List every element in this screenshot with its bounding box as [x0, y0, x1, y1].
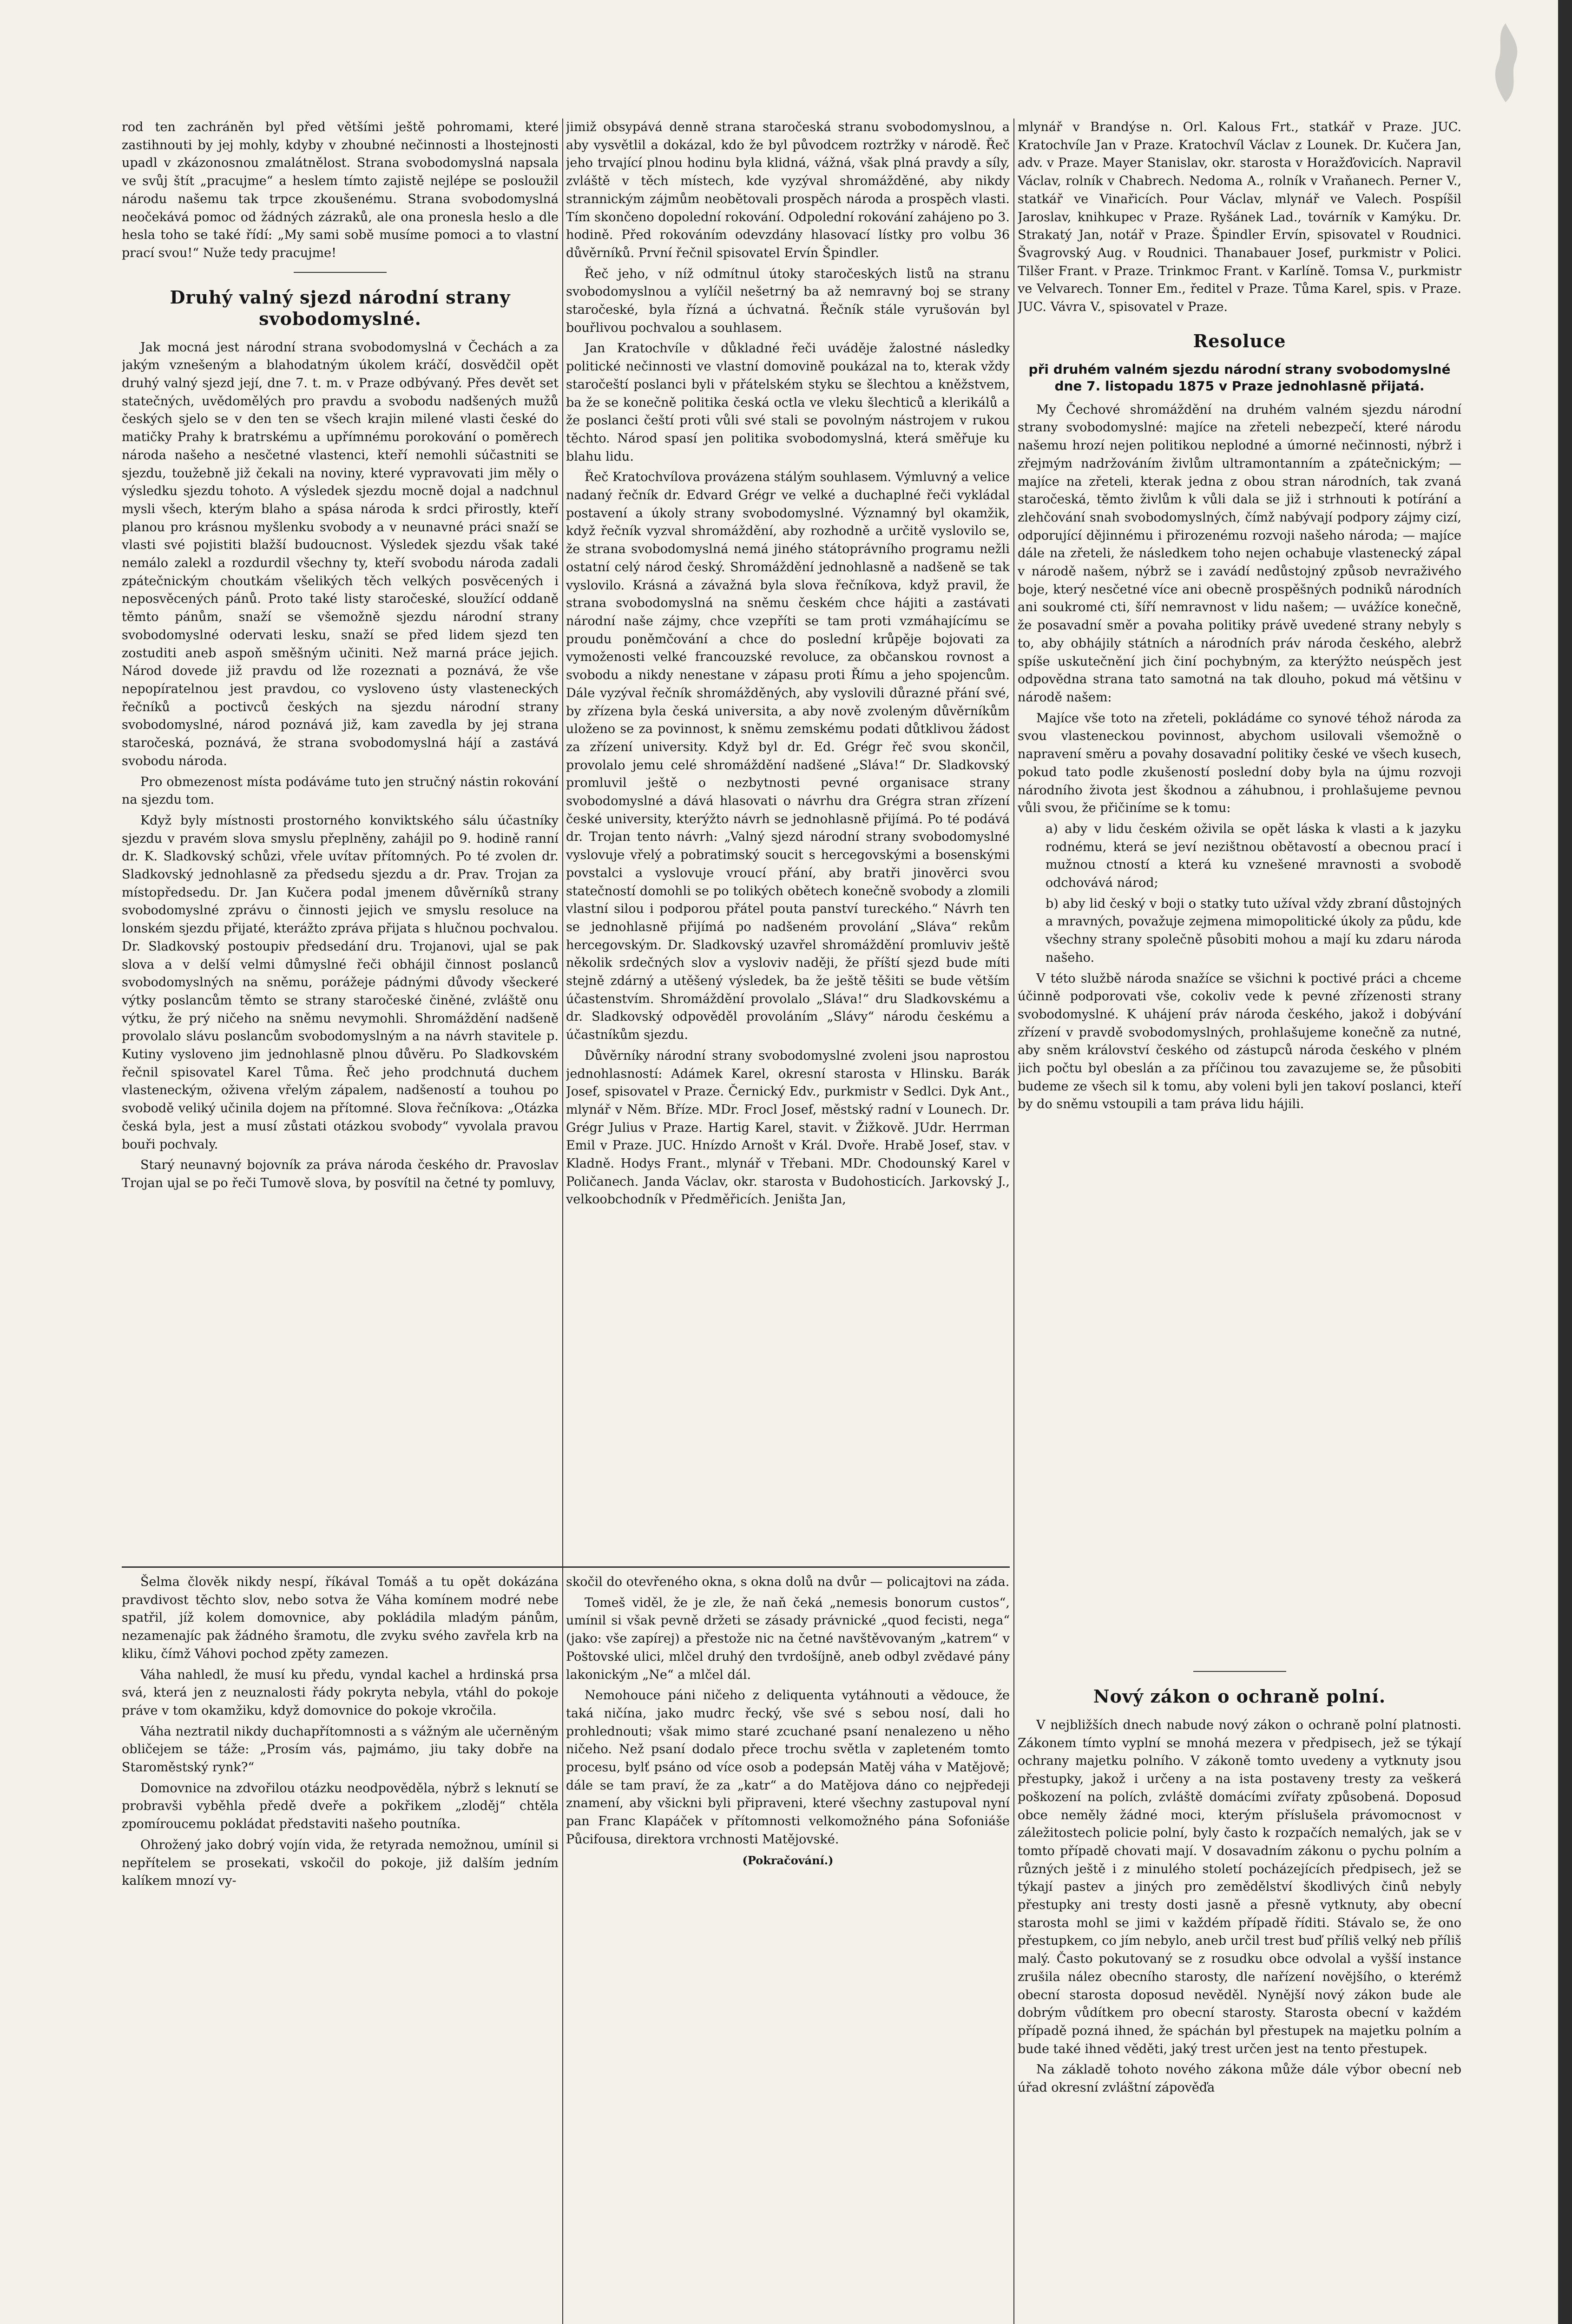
law-heading: Nový zákon o ochraně polní.: [1093, 1686, 1386, 1707]
article-paragraph: Jak mocná jest národní strana svobodomyslná v Čechách a za jakým vznešeným a blahodatným úkolem kráčí, dosvědčil opět druhý valný sjezd její, dne 7. t. m. v Praze odbývaný. Přes devět set statečných, uvědomělých pro pravdu a svobodu nadšených mužů českých sjelo se v den ten se všech krajin milené vlasti české do matičky Prahy k bratrskému a upřímnému porokování o poměrech národa našeho a nesčetné vlastenci, kteří nemohli súčastniti se sjezdu, toužebně již čekali na noviny, které vypravovati jim měly o výsledku sjezdu tohoto. A výsledek sjezdu mocně dojal a nadchnul mysli všech, kterým blaho a spása národa k srdci přirostly, kteří planou pro krásnou myšlenku svobody a v neunavné práci snaží se vlasti své pojistiti blažší budoucnost. Výsledek sjezdu však také nemálo zalekl a rozdurdil všechny ty, kteří svobodu národa zadali zpátečnickým choutkám všelikých těch velkých posvěcených i neposvěcených pánů. Proto také listy staročeské, sloužící oddaně těmto pánům, snaží se všemožně sjezdu národní strany svobodomyslné odervati lesku, snaží se před lidem sjezd ten zostuditi aneb aspoň směšným učiniti. Než marná práce jejich. Národ dovede již pravdu od lže rozeznati a poznává, že vše nepopíratelnou jest pravdou, co vysloveno ústy vlasteneckých řečníků a poctivců českých na sjezdu národní strany svobodomyslné, národ poznává již, kam zavedla by jej strana staročeská, poznává, že strana svobodomyslná hájí a zastává svobodu národa.: [122, 340, 559, 768]
trustee-list: mlynář v Brandýse n. Orl. Kalous Frt., statkář v Praze. JUC. Kratochvíle Jan v Praze. Kratochvíl Václav z Lounek. Dr. Kučera Jan, adv. v Praze. Mayer Stanislav, okr. starosta v Horažďovicích. Napravil Václav, rolník v Chabrech. Nedoma A., rolník v Vraňanech. Perner V., statkář ve Vinařicích. Pour Václav, mlynář ve Valech. Pospíšil Jaroslav, knihkupec v Praze. Ryšánek Lad., továrník v Kamýku. Dr. Strakatý Jan, notář v Praze. Špindler Ervín, spisovatel v Roudnici. Švagrovský Aug. v Roudnici. Thanabauer Josef, purkmistr v Polici. Tilšer Frant. v Praze. Trinkmoc Frant. v Karlíně. Tomsa V., purkmistr ve Velvarech. Tonner Em., ředitel v Praze. Tůma Karel, spis. v Praze. JUC. Vávra V., spisovatel v Praze.: [1018, 120, 1461, 315]
feuilleton-paragraph: Ohrožený jako dobrý vojín vida, že retyrada nemožnou, umínil si nepřítelem se prosekati, vskočil do pokoje, již dalším jedním kalíkem mnozí vy-: [122, 1837, 559, 1888]
article-paragraph: jimiž obsypává denně strana staročeská stranu svobodomyslnou, a aby vysvětlil a dokázal, kdo že byl původcem roztržky v národě. Řeč jeho trvající plnou hodinu byla klidná, vážná, však plná pravdy a síly, zvláště v těch místech, kde vyzýval shromážděné, aby nikdy strannickým zájmům neobětovali prospěch národa a prospěch vlasti. Tím skončeno dopolední rokování. Odpolední rokování zahájeno po 3. hodině. Před rokováním odevzdány hlasovací lístky pro volbu 36 důvěrníků. První řečnil spisovatel Ervín Špindler.: [566, 120, 1010, 260]
congress-heading: Druhý valný sjezd národní strany svobodomyslné.: [170, 286, 511, 329]
continued-note: (Pokračování.): [742, 1853, 834, 1867]
article-paragraph: Jan Kratochvíle v důkladné řeči uváděje žalostné následky politické nečinnosti ve vlastní domovině poukázal na to, kterak vždy staročeští poslanci byli v přátelském styku se šlechtou a kněžstvem, ba že se konečně politika česká octla ve vleku šlechticů a klerikálů a že poslanci čeští proti vůli své stali se povolným nástrojem v rukou těchto. Národ spasí jen politika svobodomyslná, která směřuje ku blahu lidu.: [566, 341, 1010, 464]
resolution-heading: Resoluce: [1193, 330, 1286, 351]
section-separator: [294, 272, 387, 273]
resolution-subheading: při druhém valném sjezdu národní strany svobodomyslné dne 7. listopadu 1875 v Praze jednohlasně přijatá.: [1028, 361, 1451, 394]
resolution-list-item: b) aby lid český v boji o statky tuto užíval vždy zbraní důstojných a mravných, považuje zejmena mimopolitické úkoly za půdu, kde všechny strany společně působiti mohou a mají ku zdaru národa našeho.: [1046, 896, 1461, 965]
article-paragraph: Řeč Kratochvílova provázena stálým souhlasem. Výmluvný a velice nadaný řečník dr. Edvard Grégr ve velké a duchaplné řeči vykládal postavení a úkoly strany svobodomyslné. Významný byl okamžik, když řečník vyzval shromáždění, aby rozhodně a určitě vyslovilo se, že strana svobodomyslná nemá jiného státoprávního programu nežli ostatní celý národ český. Shromáždění jednohlasně a nadšeně se tak vyslovilo. Krásná a závažná byla slova řečníkova, když pravil, že strana svobodomyslná na sněmu českém chce hájiti a zastávati národní naše zájmy, chce vzepříti se tam proti vzmáhajícímu se proudu poněmčování a chce do poslední krůpěje bojovati za vymoženosti velké francouzské revoluce, za občanskou rovnost a svobodu a nikdy nenestane v zápasu proti Římu a jeho spojencům. Dále vyzýval řečník shromážděných, aby vyslovili důrazné přání své, by zřízena byla česká universita, a aby nově zvoleným důvěrníkům uloženo se za povinnost, k sněmu zemskému podati důtklivou žádost za zřízení university. Když byl dr. Ed. Grégr řeč svou skončil, provolalo jemu celé shromáždění nadšené „Sláva!“ Dr. Sladkovský promluvil ještě o nezbytnosti pevné organisace strany svobodomyslné a dává hlasovati o návrhu dra Grégra stran zřízení české university, kterýžto návrh se jednohlasně přijímá. Po té podává dr. Trojan tento návrh: „Valný sjezd národní strany svobodomyslné vyslovuje vřelý a pobratimský soucit s hercegovskými a bosenskými povstalci a vyslovuje vroucí přání, aby bratři jinověrci svou statečností domohli se po tolikých obětech konečně svobody a zlomili vlastní silou i podporou přátel pouta panství tureckého.“ Návrh ten se jednohlasně přijímá po nadšeném provolání „Sláva“ rekům hercegovským. Dr. Sladkovský uzavřel shromáždění promluviv ještě několik srdečných slov a vysloviv naději, že příští sjezd bude míti stejně zdárný a utěšený výsledek, ba že ještě těšiti se bude větším účastenstvím. Shromáždění provolalo „Sláva!“ dru Sladkovskému a dr. Sladkovský odpověděl provoláním „Slávy“ národu českému a účastníkům sjezdu.: [566, 470, 1010, 1043]
column-3: [1018, 119, 1461, 1571]
feuilleton-column-1: [122, 1573, 559, 2324]
feuilleton-paragraph: Nemohouce páni ničeho z deliquenta vytáhnouti a vědouce, že taká ničína, jako mudrc řecký, vše své s sebou nosí, dali ho prohlednouti; však mimo staré zcuchané psaní nenalezeno u něho ničeho. Než psaní dodalo přece trochu světla v zapleteném tomto procesu, bylť psáno od více osob a podepsán Matěj váha v Matějově; dále se tam praví, že za „katr“ a do Matějova dáno co nejpředeji znamení, aby všickni byli připraveni, které všechny zastupoval nyní pan Franc Klapáček v přítomnosti velkomožného pána Sofoniáše Půcifousa, direktora vrchnosti Matějovské.: [566, 1688, 1010, 1847]
article-paragraph: Řeč jeho, v níž odmítnul útoky staročeských listů na stranu svobodomyslnou a vylíčil nešetrný ba až nemravný boj se strany staročeské, byla řízná a úchvatná. Řečník stále vyrušován byl bouřlivou pochvalou a souhlasem.: [566, 266, 1010, 335]
section-separator: [1193, 1671, 1286, 1672]
scan-edge: [1558, 0, 1572, 2324]
column-rule-2: [1013, 119, 1014, 2324]
feuilleton-paragraph: Domovnice na zdvořilou otázku neodpověděla, nýbrž s leknutí se probravši vyběhla předě dveře a pokřikem „zloděj“ chtěla zpomíroucemu pokládat představiti našeho poutníka.: [122, 1781, 559, 1832]
resolution-paragraph: My Čechové shromáždění na druhém valném sjezdu národní strany svobodomyslné: majíce na zřeteli nebezpečí, které národu našemu hrozí nejen politikou neplodné a úmorné nečinnosti, nýbrž i zřejmým nadržováním živlům ultramontanním a zpátečnickým; — majíce na zřeteli, kterak jedna z obou stran národních, tak zvaná staročeská, těmto živlům k vůli dala se již i strhnouti k potírání a zlehčování snah svobodomyslných, čímž nabývají podpory zájmy cizí, odporující dějinnému i přirozenému rozvoji našeho národa; — majíce dále na zřeteli, že následkem toho nejen ochabuje vlastenecký zápal v národě našem, nýbrž se i zavádí nedůstojný způsob nevraživého boje, který nesčetné více ani obecně prospěšných podniků národních ani soukromé cti, šíří nemravnost v lidu našem; — uvážíce konečně, že posavadní směr a povaha politiky právě uvedené strany nebyly s to, aby obhájily státních a národních práv národa českého, alebrž spíše uskutečnění jich činí pochybným, za kterýžto neúspěch jest odpovědna strana tato samotná na tak dlouho, pokud má většinu v národě našem:: [1018, 402, 1461, 705]
feuilleton-paragraph: Váha nahledl, že musí ku předu, vyndal kachel a hrdinská prsa svá, která jen z neuznalosti řády pokryta nebyla, vtáhl do pokoje práve v tom okamžiku, když domovnice do pokoje vkročila.: [122, 1667, 559, 1718]
resolution-paragraph: Majíce vše toto na zřeteli, pokládáme co synové téhož národa za svou vlasteneckou povinnost, abychom usilovali všemožně o napravení směru a povahy dosavadní politiky české ve všech kusech, pokud tato podle zkušeností poslední doby byla na újmu rozvoji národního života jest škodnou a záhubnou, i prohlašujeme pevnou vůli svou, že přičiníme se k tomu:: [1018, 711, 1461, 816]
resolution-list-item: a) aby v lidu českém oživila se opět láska k vlasti a k jazyku rodnému, která se jeví nezištnou obětavostí a obecnou prací i mužnou ctností a která ku vznešené mravnosti a svobodě odchovává národ;: [1046, 821, 1461, 891]
article-paragraph: Když byly místnosti prostorného konviktského sálu účastníky sjezdu v pravém slova smyslu přeplněny, zahájil po 9. hodině ranní dr. K. Sladkovský schůzi, vřele uvítav přítomných. Po té zvolen dr. Sladkovský jednohlasně za předsedu sjezdu a dr. Prav. Trojan za místopředsedu. Dr. Jan Kučera podal jmenem důvěrníků strany svobodomyslné zprávu o činnosti jejich ve smyslu resoluce na lonském sjezdu přijaté, kterážto zpráva přijata s hlučnou pochvalou. Dr. Sladkovský postoupiv předsedání dru. Trojanovi, ujal se pak slova a v delší velmi důmyslné řeči obhájil činnost poslanců svobodomyslných na sněmu, porážeje pádnými důvody všeckeré výtky poslancům těmto se strany staročeské činěné, zvláště onu výtku, že prý ničeho na sněmu nevymohli. Shromáždění nadšeně provolalo slávu poslancům svobodomyslným a na návrh stavitele p. Kutiny vysloveno jim jednohlasně plnou důvěru. Po Sladkovském řečnil spisovatel Karel Tůma. Řeč jeho prodchnutá duchem vlasteneckým, oživena vřelým zápalem, nadšeností a touhou po svobodě veliký učinila dojem na přítomné. Slova řečníkova: „Otázka česká byla, jest a musí zůstati otázkou svobody“ vyvolala pravou bouři pochvaly.: [122, 813, 559, 1152]
law-article-column: [1018, 1671, 1461, 2324]
ink-stain: [1478, 19, 1533, 107]
article-paragraph: Důvěrníky národní strany svobodomyslné zvoleni jsou naprostou jednohlasností: Adámek Karel, okresní starosta v Hlinsku. Barák Josef, spisovatel v Praze. Černický Edv., purkmistr v Sedlci. Dyk Ant., mlynář v Něm. Bříze. MDr. Frocl Josef, městský radní v Lounech. Dr. Grégr Julius v Praze. Hartig Karel, stavit. v Žižkově. JUdr. Herrman Emil v Praze. JUC. Hnízdo Arnošt v Král. Dvoře. Hrabě Josef, stav. v Kladně. Hodys Frant., mlynář v Třebani. MDr. Chodounský Karel v Poličanech. Janda Václav, okr. starosta v Budohosticích. Jarkovský J., velkoobchodník v Předměřicích. Jeništa Jan,: [566, 1048, 1010, 1207]
column-rule-1: [562, 119, 563, 2324]
law-paragraph: Na základě tohoto nového zákona může dále výbor obecní neb úřad okresní zvláštní zápověďa: [1018, 2062, 1461, 2095]
column-2: [566, 119, 1010, 1571]
feuilleton-paragraph: Šelma člověk nikdy nespí, říkával Tomáš a tu opět dokázána pravdivost těchto slov, nebo sotva že Váha komínem modré nebe spatřil, jíž kolem domovnice, aby pokládila mladým pánům, nezamenajíc pak žádného šramotu, dle zvyku svého zavřela krb na kliku, čímž Váhovi pochod zpěty zamezen.: [122, 1575, 559, 1661]
resolution-closing: V této službě národa snažíce se všichni k poctivé práci a chceme účinně podporovati vše, cokoliv vede k pevné zřízenosti strany svobodomyslné. K uhájení práv národa českého, jakož i dobývání zřízení v pravdě svobodomyslných, prohlašujeme konečně za nutné, aby sněm království českého od zástupců národa českého v plném jich počtu byl obeslán a za příčinou tou zavazujeme se, že působiti budeme ze všech sil k tomu, aby voleni byli jen takoví poslanci, kteří by do sněmu vstoupili a tam práva lidu hájili.: [1018, 971, 1461, 1112]
intro-paragraph: rod ten zachráněn byl před většími ještě pohromami, které zastihnouti by jej mohly, kdyby v zhoubné nečinnosti a lhostejnosti upadl v zkázonosnou zmalátnělost. Strana svobodomyslná napsala ve svůj štít „pracujme“ a heslem tímto zajistě nejlépe se posloužil národu našemu tak trpce zkoušenému. Strana svobodomyslná neočekává pomoc od žádných zázraků, ale ona pronesla heslo a dle hesla toho se také řídí: „My sami sobě musíme pomoci a to vlastní prací svou!“ Nuže tedy pracujme!: [122, 120, 559, 260]
feuilleton-paragraph: Tomeš viděl, že je zle, že naň čeká „nemesis bonorum custos“, umínil si však pevně držeti se zásady právnické „quod fecisti, nega“ (jako: vše zapírej) a přestože nic na četné navštěvovaným „katrem“ v Poštovské ulici, mlčel druhý den tvrdošíjně, aneb odbyl zvědavé pány lakonickým „Ne“ a mlčel dál.: [566, 1595, 1010, 1682]
article-paragraph: Starý neunavný bojovník za práva národa českého dr. Pravoslav Trojan ujal se po řeči Tumově slova, by posvítil na četné ty pomluvy,: [122, 1158, 559, 1190]
law-paragraph: V nejbližších dnech nabude nový zákon o ochraně polní platnosti. Zákonem tímto vyplní se mnohá mezera v předpisech, jež se týkají ochrany majetku polního. V zákoně tomto uvedeny a vytknuty jsou přestupky, jakož i určeny a na ista postaveny tresty za veškerá poškození na polích, zvláště domácími zvířaty způsobená. Doposud obce neměly žádné moci, kterým příslušela právomocnost v záležitostech policie polní, byly často k rozpačích nemalých, jak se v tomto případě chovati mají. V dosavadním zákonu o pychu polním a různých ještě i z minulého století pocházejících předpisech, jež se týkají pastev a jiných pro zemědělství škodlivých činů nebyly přestupky ani tresty dosti jasně a přesně vytknuty, aby obecní starosta mohl se jimi v každém případě říditi. Stávalo se, že ono přestupkem, co jím nebylo, aneb určil trest buď příliš velký neb příliš malý. Často pokutovaný se z rosudku obce odvolal a vyšší instance zrušila nález obecního starosty, dle nařízení novějšího, o kterémž obecní starosta doposud nevěděl. Nynější nový zákon bude ale dobrým vůdítkem pro obecní starosty. Starosta obecní v každém případě pozná ihned, že spáchán byl přestupek na majetku polním a bude také ihned věděti, jaký trest určen jest na tento přestupek.: [1018, 1718, 1461, 2056]
column-1: [122, 119, 559, 1571]
article-paragraph: Pro obmezenost místa podáváme tuto jen stručný nástin rokování na sjezdu tom.: [122, 774, 559, 807]
feuilleton-paragraph: skočil do otevřeného okna, s okna dolů na dvůr — policajtovi na záda.: [566, 1575, 1010, 1589]
feuilleton-column-2: [566, 1573, 1010, 2324]
feuilleton-paragraph: Váha neztratil nikdy duchapřítomnosti a s vážným ale učerněným obličejem se táže: „Prosím vás, pajmámo, jiu taky dobře na Staroměstský rynk?“: [122, 1724, 559, 1775]
